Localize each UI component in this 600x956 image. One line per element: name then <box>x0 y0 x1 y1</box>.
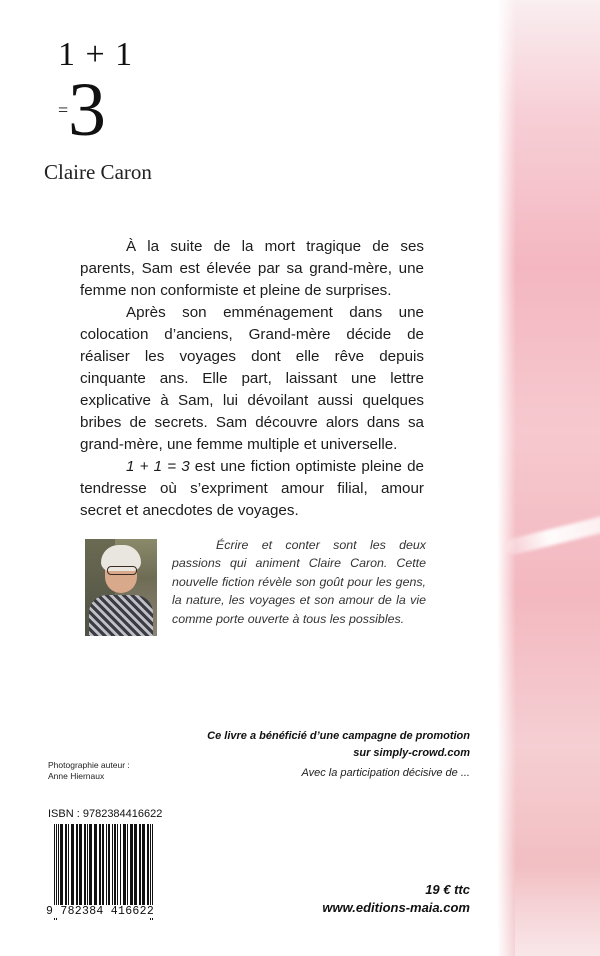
photo-credit <box>48 760 130 782</box>
barcode-bar <box>99 824 101 906</box>
strip-bottom-light <box>515 870 600 956</box>
barcode-bar <box>58 824 59 906</box>
barcode-bar <box>139 824 141 906</box>
promo-notice <box>200 728 470 762</box>
synopsis-paragraph-1: À la suite de la mort tragique de ses parents, Sam est élevée par sa grand-mère, une femme non conformiste et pleine de surprises. <box>80 238 424 299</box>
barcode-bar <box>65 824 67 906</box>
barcode-bar <box>76 824 78 906</box>
photo-credit-name: Anne Hiernaux <box>48 771 105 781</box>
title-top-line: 1 + 1 <box>58 36 134 73</box>
barcode-bar <box>94 824 97 906</box>
barcode-bar <box>84 824 86 906</box>
barcode-bar <box>142 824 145 906</box>
barcode-bar <box>130 824 133 906</box>
title-result: 3 <box>68 68 106 152</box>
barcode-bar <box>102 824 104 906</box>
promo-line-2: sur simply-crowd.com <box>353 747 470 759</box>
barcode-bar <box>123 824 126 906</box>
barcode-bar <box>112 824 113 906</box>
barcode-bar <box>71 824 74 906</box>
barcode-bar <box>106 824 107 906</box>
barcode-bar <box>108 824 110 906</box>
barcode-bar <box>87 824 88 906</box>
strip-edge-fade <box>498 0 516 956</box>
author-name: Claire Caron <box>44 160 152 184</box>
synopsis-paragraph-3 <box>80 456 424 522</box>
promo-line-1: Ce livre a bénéficié d’une campagne de promotion <box>207 730 470 742</box>
synopsis-book-title: 1 + 1 = 3 <box>126 458 190 475</box>
barcode-bar <box>117 824 118 906</box>
synopsis <box>80 236 424 522</box>
author-bio <box>172 536 426 628</box>
barcode-bar <box>89 824 92 906</box>
author-bio-text: Écrire et conter sont les deux passions qui animent Claire Caron. Cette nouvelle fiction révèle son goût pour les gens, la nature, les voyages et son amour de la vie comme porte ouverte à tous les possibles. <box>172 538 426 626</box>
publisher-website: www.editions-maia.com <box>322 900 470 915</box>
barcode-bar <box>60 824 63 906</box>
barcode-bar <box>134 824 137 906</box>
price: 19 € ttc <box>425 882 470 897</box>
synopsis-paragraph-2: Après son emménagement dans une colocation d’anciens, Grand-mère décide de réaliser les voyages dont elle rêve depuis cinquante ans. Elle part, laissant une lettre explicative à Sam, lui dévoilant aussi quelques bribes de secrets. Sam découvre alors dans sa grand-mère, une femme multiple et universelle. <box>80 304 424 453</box>
barcode-bar <box>68 824 69 906</box>
participation-note: Avec la participation décisive de ... <box>301 767 470 779</box>
barcode-bar <box>120 824 121 906</box>
author-photo <box>85 539 157 636</box>
isbn-label: ISBN : 9782384416622 <box>48 808 163 820</box>
barcode-digits: 9 782384 416622 <box>46 905 172 918</box>
barcode-bar <box>79 824 82 906</box>
barcode-bar <box>147 824 149 906</box>
synopsis-paragraph-3-text: est une fiction optimiste pleine de tendresse où s’expriment amour filial, amour secret et anecdotes de voyages. <box>80 458 424 519</box>
title-equals-sign: = <box>58 100 69 120</box>
barcode-bar <box>114 824 116 906</box>
photo-credit-label: Photographie auteur : <box>48 760 130 770</box>
barcode-bar <box>127 824 128 906</box>
